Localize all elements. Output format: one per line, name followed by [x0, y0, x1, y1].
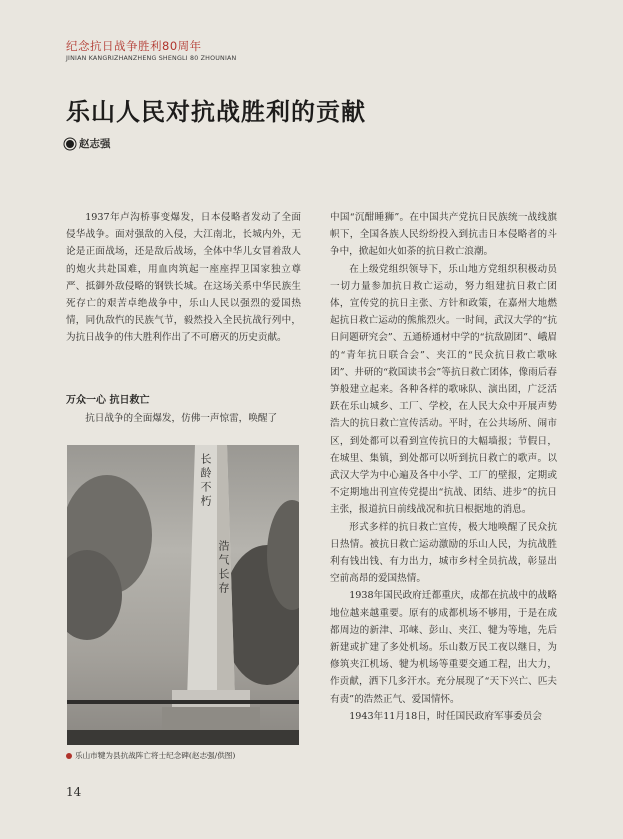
series-pinyin: JINIAN KANGRIZHANZHENG SHENGLI 80 ZHOUNIAN: [66, 55, 237, 62]
monument-inscription-left: 长龄不朽: [199, 453, 212, 509]
bullet-icon: [66, 140, 74, 148]
author-name: 赵志强: [79, 138, 111, 150]
page-number: 14: [66, 785, 82, 799]
section-heading: 万众一心 抗日救亡: [66, 395, 150, 406]
article-title: 乐山人民对抗战胜利的贡献: [66, 98, 366, 126]
paragraph: 1943年11月18日，时任国民政府军事委员会: [349, 710, 542, 722]
column-right: [330, 209, 557, 725]
paragraph: 在上级党组织领导下，乐山地方党组织积极动员一切力量参加抗日救亡运动，努力组建抗日救亡团体，宣传党的抗日主张、方针和政策，在嘉州大地燃起抗日救亡运动的熊熊烈火。一时间，武汉大学的“抗日问题研究会”、五通桥通材中学的“抗敌剧团”、峨眉的“青年抗日联合会”、夹江的“民众抗日救亡歌咏团”、井研的“救国读书会”等抗日救亡团体，像雨后春笋般建立起来。各种各样的歌咏队、演出团，广泛活跃在乐山城乡、工厂、学校，在人民大众中开展声势浩大的抗日救亡宣传活动。平时，在公共场所、闹市区，到处都可以看到宣传抗日的大幅墙报；节假日，在城里、集镇，到处都可以听到抗日救亡的歌声。以武汉大学为中心遍及各中小学、工厂的壁报，定期或不定期地出刊宣传党提出“抗战、团结、进步”的抗日主张，报道抗日前线战况和抗日根据地的消息。: [330, 263, 557, 516]
author-line: [66, 136, 111, 151]
caption-dot-icon: [66, 753, 72, 759]
paragraph: 1937年卢沟桥事变爆发，日本侵略者发动了全面侵华战争。面对强敌的入侵，大江南北，长城内外，无论是正面战场，还是敌后战场，全体中华儿女冒着敌人的炮火共赴国难，用血肉筑起一座座捍卫国家独立尊严、抵御外敌侵略的钢铁长城。在这场关系中华民族生死存亡的艰苦卓绝战争中，乐山人民以强烈的爱国热情，同仇敌忾的民族气节，毅然投入全民抗战行列中，为抗日战争的伟大胜利作出了不可磨灭的历史贡献。: [66, 212, 301, 344]
paragraph: 抗日战争的全面爆发，仿佛一声惊雷，唤醒了: [85, 413, 278, 424]
photo-caption: [66, 750, 235, 761]
paragraph: 1938年国民政府迁都重庆，成都在抗战中的战略地位越来越重要。原有的成都机场不够用，于是在成都周边的新津、邛崃、彭山、夹江、犍为等地，先后新建或扩建了多处机场。乐山数万民工夜以继日，为修筑夹江机场、犍为机场等重要交通工程，出大力，作贡献，洒下几多汗水。充分展现了“天下兴亡、匹夫有责”的浩然正气、爱国情怀。: [330, 590, 557, 705]
caption-text: 乐山市犍为县抗战阵亡将士纪念碑(赵志强/供图): [75, 751, 236, 760]
paragraph: 中国“沉酣睡狮”。在中国共产党抗日民族统一战线旗帜下，全国各族人民纷纷投入到抗击日本侵略者的斗争中，掀起如火如荼的抗日救亡浪潮。: [330, 212, 557, 258]
column-left-intro: [66, 209, 301, 347]
monument-photo: [67, 445, 299, 745]
paragraph: 形式多样的抗日救亡宣传，极大地唤醒了民众抗日热情。被抗日救亡运动激励的乐山人民，为抗战胜利有钱出钱、有力出力，城市乡村全员抗战，彰显出空前高昂的爱国热情。: [330, 521, 557, 585]
photo-illustration: [67, 445, 299, 745]
column-left-body: [66, 410, 301, 427]
series-title: 纪念抗日战争胜利80周年: [66, 39, 202, 53]
monument-inscription-right: 浩气长存: [217, 540, 230, 596]
